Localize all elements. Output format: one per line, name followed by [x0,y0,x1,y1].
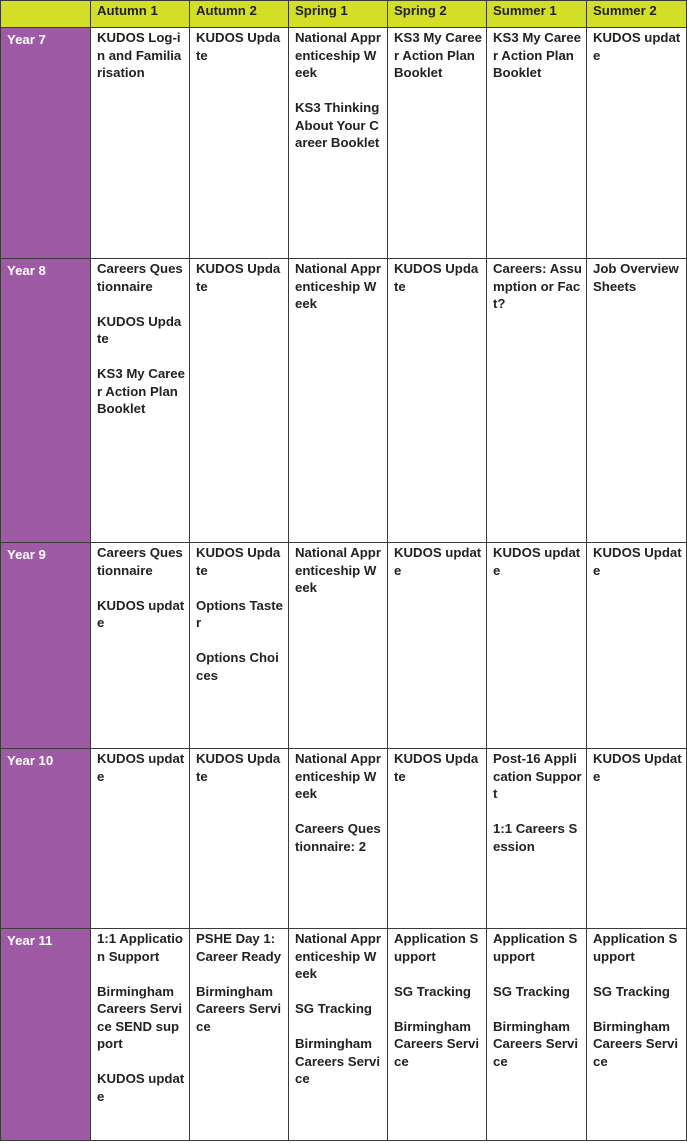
activity: KUDOS Update [196,545,281,578]
activity: KS3 My Career Action Plan Booklet [394,30,482,80]
year-label: Year 10 [1,749,91,929]
header-summer-1: Summer 1 [487,1,587,28]
cell-year9-autumn1 [91,543,190,749]
cell-year11-autumn2 [190,929,289,1141]
year-label: Year 9 [1,543,91,749]
activity: SG Tracking [493,983,570,999]
activity: KUDOS update [97,1071,185,1104]
cell-year8-summer2 [587,259,687,543]
table-body [1,28,687,1141]
header-spring-2: Spring 2 [388,1,487,28]
activity: National Apprenticeship Week [295,751,381,801]
activity: Application Support [593,931,678,964]
activity: KUDOS Update [196,751,281,784]
activity: PSHE Day 1: Career Ready [196,931,282,964]
cell-year11-summer1 [487,929,587,1141]
activity: Application Support [394,931,479,964]
cell-year8-autumn1 [91,259,190,543]
activity: KUDOS Update [394,261,479,294]
header-autumn-2: Autumn 2 [190,1,289,28]
activity: Careers Questionnaire: 2 [295,821,381,854]
activity: Options Taster [196,597,283,630]
activity: KUDOS Update [593,751,682,784]
activity: Careers: Assumption or Fact? [493,261,582,311]
cell-year10-summer1 [487,749,587,929]
header-spring-1: Spring 1 [289,1,388,28]
cell-year8-spring2 [388,259,487,543]
activity: Options Choices [196,650,279,683]
activity: Careers Questionnaire [97,545,183,578]
activity: Birmingham Careers Service [493,1018,579,1069]
cell-year11-spring1 [289,929,388,1141]
activity: KUDOS Update [97,313,182,346]
cell-year10-spring1 [289,749,388,929]
cell-year9-summer2 [587,543,687,749]
activity: National Apprenticeship Week [295,261,381,311]
activity: KUDOS Update [196,261,281,294]
cell-year11-summer2 [587,929,687,1141]
cell-year9-spring2 [388,543,487,749]
activity: KUDOS Update [196,30,281,63]
year-label: Year 11 [1,929,91,1141]
activity: Birmingham Careers Service [593,1018,679,1069]
activity: KUDOS Log-in and Familiarisation [97,30,182,80]
activity: KUDOS update [394,545,482,578]
activity: KUDOS update [493,545,581,578]
cell-year11-spring2 [388,929,487,1141]
activity: National Apprenticeship Week [295,30,381,80]
activity: KUDOS update [97,597,185,630]
activity: SG Tracking [295,1001,372,1016]
header-row [1,1,687,28]
table-row-year-10 [1,749,687,929]
activity: KS3 My Career Action Plan Booklet [493,30,581,80]
cell-year8-spring1 [289,259,388,543]
activity: KS3 Thinking About Your Career Booklet [295,100,380,150]
activity: National Apprenticeship Week [295,545,381,595]
table-row-year-9 [1,543,687,749]
cell-year7-autumn2 [190,28,289,259]
activity: 1:1 Application Support [97,931,183,964]
activity: SG Tracking [593,983,670,999]
table-row-year-11 [1,929,687,1141]
year-label: Year 7 [1,28,91,259]
cell-year11-autumn1 [91,929,190,1141]
activity: KUDOS update [593,30,681,63]
table-row-year-7 [1,28,687,259]
cell-year10-autumn1 [91,749,190,929]
header-autumn-1: Autumn 1 [91,1,190,28]
activity: Birmingham Careers Service [394,1018,480,1069]
activity: SG Tracking [394,983,471,999]
activity: 1:1 Careers Session [493,821,578,854]
cell-year10-summer2 [587,749,687,929]
year-label: Year 8 [1,259,91,543]
cell-year9-spring1 [289,543,388,749]
activity: Careers Questionnaire [97,261,183,294]
activity: KS3 My Career Action Plan Booklet [97,366,185,416]
activity: Birmingham Careers Service SEND support [97,983,183,1051]
cell-year8-autumn2 [190,259,289,543]
cell-year7-spring1 [289,28,388,259]
cell-year7-summer2 [587,28,687,259]
activity: National Apprenticeship Week [295,931,381,981]
activity: Post-16 Application Support [493,751,582,801]
cell-year9-autumn2 [190,543,289,749]
activity: Birmingham Careers Service [295,1036,381,1086]
table-row-year-8 [1,259,687,543]
cell-year8-summer1 [487,259,587,543]
cell-year7-spring2 [388,28,487,259]
activity: KUDOS update [97,751,185,784]
cell-year7-autumn1 [91,28,190,259]
cell-year7-summer1 [487,28,587,259]
table-header [1,1,687,28]
cell-year10-autumn2 [190,749,289,929]
activity: KUDOS Update [394,751,479,784]
header-summer-2: Summer 2 [587,1,687,28]
activity: KUDOS Update [593,545,682,578]
activity: Application Support [493,931,578,964]
activity: Birmingham Careers Service [196,983,282,1034]
header-corner-cell [1,1,91,28]
activity: Job Overview Sheets [593,261,679,294]
cell-year9-summer1 [487,543,587,749]
cell-year10-spring2 [388,749,487,929]
